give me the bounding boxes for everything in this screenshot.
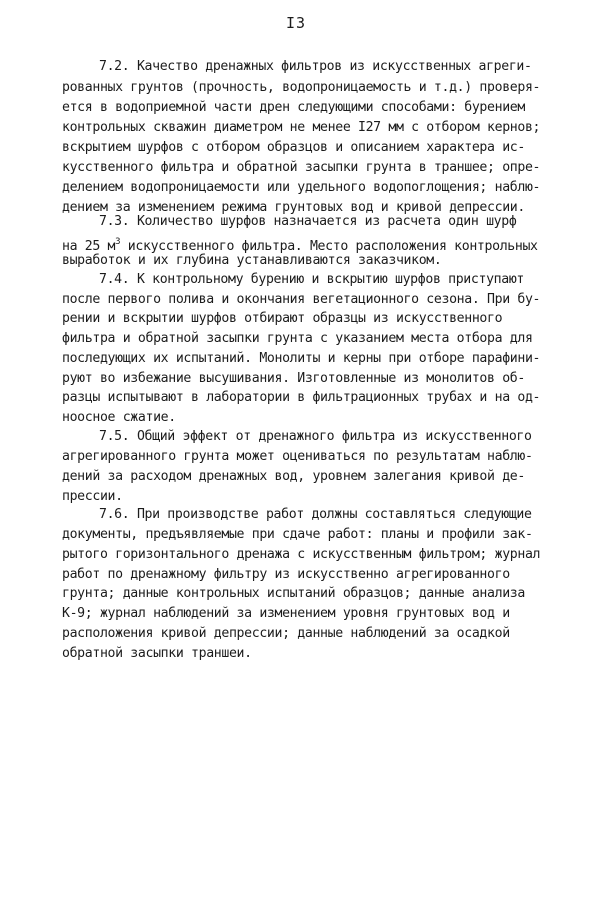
text-line: ется в водоприемной части дрен следующими способами: бурением [62,100,525,115]
text-line: 7.4. К контрольному бурению и вскрытию шурфов приступают [99,272,525,287]
text-line: вскрытием шурфов с отбором образцов и описанием характера ис- [62,140,525,155]
text-line: агрегированного грунта может оцениваться по результатам наблю- [62,449,533,464]
text-line: контрольных скважин диаметром не менее I27 мм с отбором кернов; [62,120,541,135]
text-line: расположения кривой депрессии; данные наблюдений за осадкой [62,626,510,641]
text-line: дением за изменением режима грунтовых вод и кривой депрессии. [62,200,525,215]
text-fragment: на 25 м [62,239,116,254]
text-line: рытого горизонтального дренажа с искусственным фильтром; журнал [62,547,541,562]
text-line: обратной засыпки траншеи. [62,646,252,661]
text-line: руют во избежание высушивания. Изготовленные из монолитов об- [62,371,525,386]
page-number: I3 [285,14,307,32]
text-line: выработок и их глубина устанавливаются заказчиком. [62,253,442,268]
text-line: последующих их испытаний. Монолиты и керны при отборе парафини- [62,351,541,366]
text-line: прессии. [62,489,123,504]
text-line: кусственного фильтра и обратной засыпки грунта в траншее; опре- [62,160,541,175]
text-fragment: искусственного фильтра. Место расположения контрольных [120,239,538,254]
text-line: работ по дренажному фильтру из искусственно агрегированного [62,567,510,582]
text-line: дений за расходом дренажных вод, уровнем залегания кривой де- [62,469,525,484]
text-line: 7.5. Общий эффект от дренажного фильтра из искусственного [99,429,532,444]
text-line: 7.6. При производстве работ должны составляться следующие [99,507,532,522]
superscript-3: 3 [115,237,121,247]
text-line: К-9; журнал наблюдений за изменением уровня грунтовых вод и [62,606,510,621]
text-line: документы, предъявляемые при сдаче работ: планы и профили зак- [62,527,533,542]
text-line: фильтра и обратной засыпки грунта с указанием места отбора для [62,331,533,346]
text-line: разцы испытывают в лаборатории в фильтрационных трубах и на од- [62,390,541,405]
text-line: 7.2. Качество дренажных фильтров из искусственных агреги- [99,59,532,74]
text-line: грунта; данные контрольных испытаний образцов; данные анализа [62,586,525,601]
text-line: рованных грунтов (прочность, водопроницаемость и т.д.) проверя- [62,80,541,95]
text-line: рении и вскрытии шурфов отбирают образцы из искусственного [62,311,503,326]
text-line: делением водопроницаемости или удельного водопоглощения; наблю- [62,180,541,195]
text-line: ноосное сжатие. [62,410,176,425]
text-line: после первого полива и окончания вегетационного сезона. При бу- [62,292,541,307]
text-line: 7.3. Количество шурфов назначается из расчета один шурф [99,214,517,229]
